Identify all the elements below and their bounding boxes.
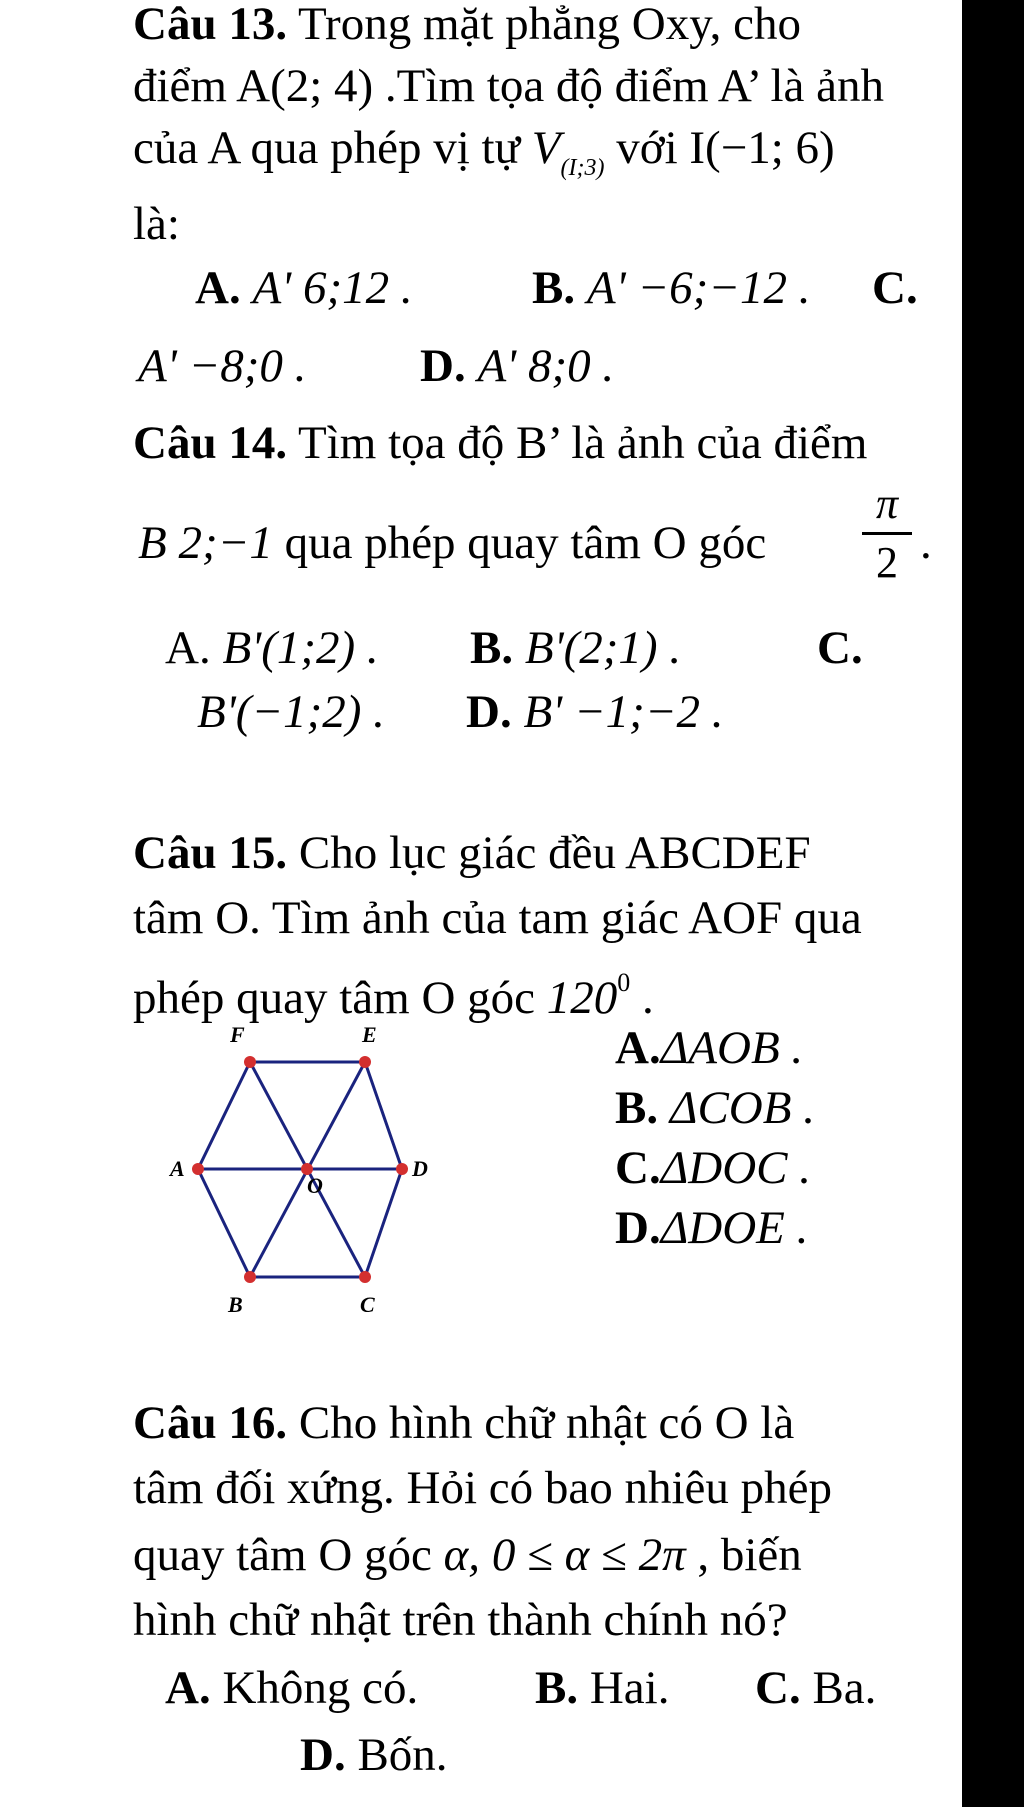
- q15-option-b[interactable]: B. ΔCOB .: [615, 1082, 815, 1134]
- q14-line2: B 2;−1 qua phép quay tâm O góc: [138, 517, 767, 569]
- q16-line4: hình chữ nhật trên thành chính nó?: [133, 1594, 788, 1646]
- q15-option-a[interactable]: A.ΔAOB .: [615, 1022, 804, 1074]
- label-c: C: [360, 1292, 375, 1317]
- label-d: D: [412, 1156, 428, 1181]
- q14-option-a[interactable]: A. B'(1;2) .: [165, 622, 379, 674]
- q13-option-a[interactable]: A. A' 6;12 .: [195, 262, 413, 314]
- q16-line1: Câu 16. Cho hình chữ nhật có O là: [133, 1397, 795, 1449]
- q13-line3: của A qua phép vị tự $V_{(I;3)}$ với I(−1; 6): [133, 122, 835, 181]
- point-e: [359, 1056, 371, 1068]
- q15-option-d[interactable]: D.ΔDOE .: [615, 1202, 809, 1254]
- q14-option-d[interactable]: D. B' −1;−2 .: [466, 686, 724, 738]
- q14-option-c-value: B'(−1;2) .: [197, 686, 385, 738]
- q14-fraction: π 2: [862, 480, 912, 587]
- q16-line2: tâm đối xứng. Hỏi có bao nhiêu phép: [133, 1462, 833, 1514]
- point-c: [359, 1271, 371, 1283]
- q15-label: Câu 15.: [133, 827, 288, 879]
- q16-option-a[interactable]: A. Không có.: [165, 1662, 419, 1714]
- label-f: F: [230, 1022, 245, 1047]
- right-edge-bar: [962, 0, 1024, 1807]
- q15-option-c[interactable]: C.ΔDOC .: [615, 1142, 812, 1194]
- q15-line3: phép quay tâm O góc $120^0$ .: [133, 968, 654, 1024]
- q16-label: Câu 16.: [133, 1397, 288, 1449]
- hexagon-figure: [150, 1020, 470, 1330]
- label-e: E: [362, 1022, 377, 1047]
- q13-option-b[interactable]: B. A' −6;−12 .: [532, 262, 811, 314]
- q16-option-b[interactable]: B. Hai.: [535, 1662, 670, 1714]
- q13-option-c[interactable]: C.: [872, 262, 918, 314]
- q13-line4: là:: [133, 198, 180, 250]
- point-b: [244, 1271, 256, 1283]
- q15-line2: tâm O. Tìm ảnh của tam giác AOF qua: [133, 892, 862, 944]
- q13-option-d[interactable]: D. A' 8;0 .: [420, 340, 615, 392]
- q16-line3: quay tâm O góc α, 0 ≤ α ≤ 2π , biến: [133, 1529, 802, 1581]
- label-o: O: [307, 1173, 323, 1198]
- label-b: B: [228, 1292, 243, 1317]
- q13-line2: điểm A(2; 4) .Tìm tọa độ điểm A’ là ảnh: [133, 60, 884, 112]
- q16-option-c[interactable]: C. Ba.: [755, 1662, 877, 1714]
- q13-line1: Câu 13. Trong mặt phẳng Oxy, cho: [133, 0, 802, 50]
- q14-fraction-dot: .: [920, 517, 932, 569]
- q16-option-d[interactable]: D. Bốn.: [300, 1729, 448, 1781]
- q14-option-c[interactable]: C.: [817, 622, 863, 674]
- q15-line1: Câu 15. Cho lục giác đều ABCDEF: [133, 827, 811, 879]
- point-a: [192, 1163, 204, 1175]
- q14-label: Câu 14.: [133, 417, 288, 469]
- q13-label: Câu 13.: [133, 0, 288, 50]
- point-d: [396, 1163, 408, 1175]
- q14-option-b[interactable]: B. B'(2;1) .: [470, 622, 682, 674]
- q14-line1: Câu 14. Tìm tọa độ B’ là ảnh của điểm: [133, 417, 868, 469]
- point-f: [244, 1056, 256, 1068]
- label-a: A: [170, 1156, 185, 1181]
- q13-option-c-value: A' −8;0 .: [138, 340, 307, 392]
